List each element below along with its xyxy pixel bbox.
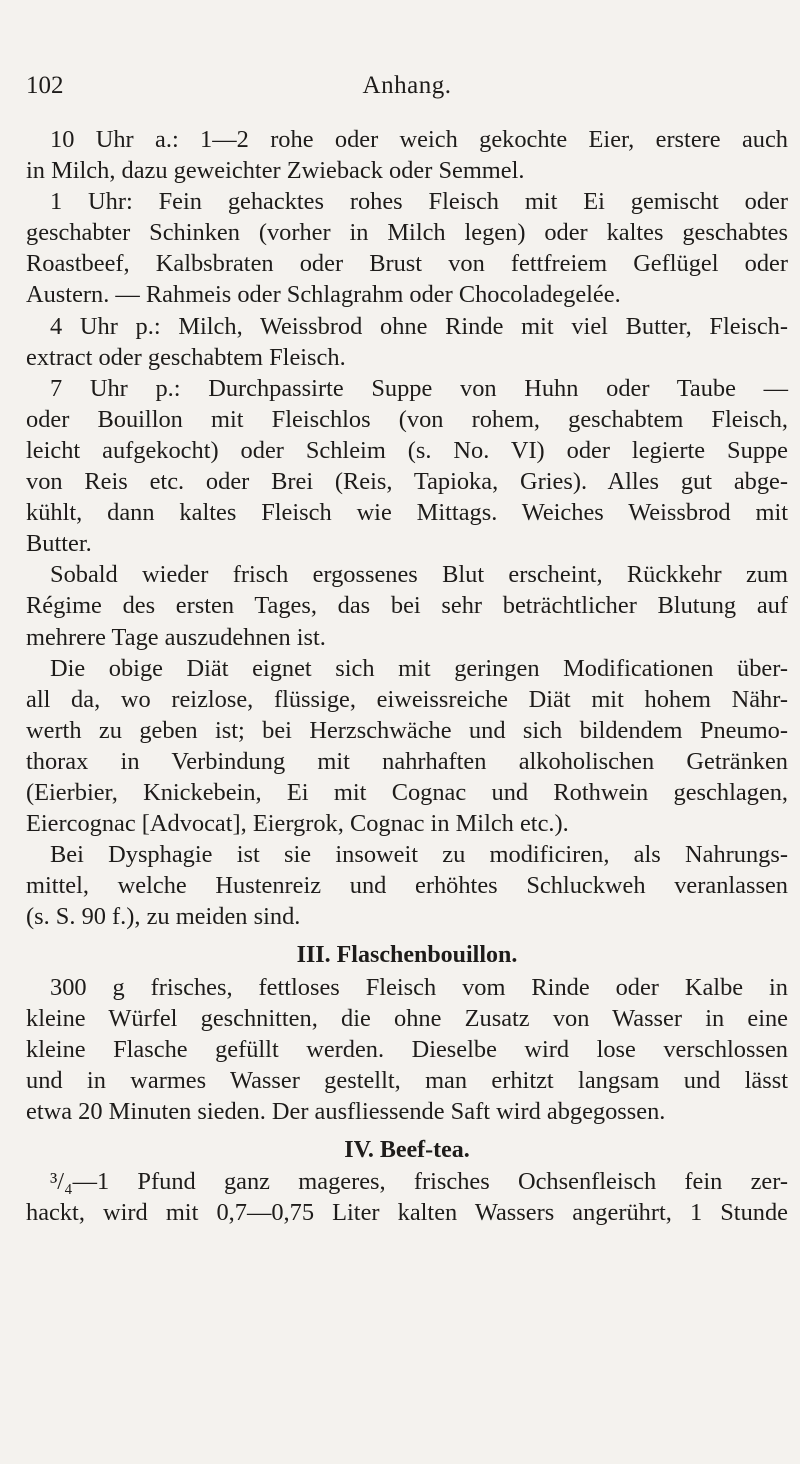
page-header bbox=[26, 72, 788, 106]
text-line: Butter. bbox=[26, 530, 92, 558]
text-line: kühlt, dann kaltes Fleisch wie Mittags. Weiches Weissbrod mit bbox=[26, 499, 788, 527]
text-line: von Reis etc. oder Brei (Reis, Tapioka, Gries). Alles gut abge- bbox=[26, 468, 788, 496]
text-line: hackt, wird mit 0,7—0,75 Liter kalten Wassers angerührt, 1 Stunde bbox=[26, 1199, 788, 1227]
text-line: etwa 20 Minuten sieden. Der ausfliessende Saft wird abgegossen. bbox=[26, 1097, 666, 1125]
text-line: 300 g frisches, fettloses Fleisch vom Rinde oder Kalbe in bbox=[50, 973, 788, 1001]
text-line: Sobald wieder frisch ergossenes Blut erscheint, Rückkehr zum bbox=[50, 561, 788, 589]
running-head: Anhang. bbox=[362, 72, 452, 99]
text-line: kleine Flasche gefüllt werden. Dieselbe wird lose verschlossen bbox=[26, 1035, 788, 1063]
text-line: 1 Uhr: Fein gehacktes rohes Fleisch mit Ei gemischt oder bbox=[50, 188, 788, 216]
text-line: ³/₄—1 Pfund ganz mageres, frisches Ochsenfleisch fein zer- bbox=[50, 1168, 788, 1196]
text-line: kleine Würfel geschnitten, die ohne Zusatz von Wasser in eine bbox=[26, 1004, 788, 1032]
text-line: mehrere Tage auszudehnen ist. bbox=[26, 623, 326, 651]
text-line: 4 Uhr p.: Milch, Weissbrod ohne Rinde mit viel Butter, Fleisch- bbox=[50, 312, 788, 340]
section-heading: IV. Beef-tea. bbox=[344, 1137, 470, 1163]
text-line: 7 Uhr p.: Durchpassirte Suppe von Huhn oder Taube — bbox=[50, 374, 788, 402]
text-line: all da, wo reizlose, flüssige, eiweissreiche Diät mit hohem Nähr- bbox=[26, 685, 788, 713]
text-line: Die obige Diät eignet sich mit geringen Modificationen über- bbox=[50, 654, 788, 682]
page-number: 102 bbox=[26, 72, 64, 99]
text-line: und in warmes Wasser gestellt, man erhitzt langsam und lässt bbox=[26, 1066, 788, 1094]
text-line: Roastbeef, Kalbsbraten oder Brust von fettfreiem Geflügel oder bbox=[26, 250, 788, 278]
text-line: werth zu geben ist; bei Herzschwäche und sich bildendem Pneumo- bbox=[26, 716, 788, 744]
text-line: 10 Uhr a.: 1—2 rohe oder weich gekochte Eier, erstere auch bbox=[50, 126, 788, 153]
text-line: mittel, welche Hustenreiz und erhöhtes Schluckweh veranlassen bbox=[26, 872, 788, 900]
text-line: in Milch, dazu geweichter Zwieback oder Semmel. bbox=[26, 157, 525, 185]
text-line: leicht aufgekocht) oder Schleim (s. No. VI) oder legierte Suppe bbox=[26, 436, 788, 464]
text-line: (s. S. 90 f.), zu meiden sind. bbox=[26, 903, 301, 931]
body-text bbox=[26, 124, 788, 1228]
text-line: Austern. — Rahmeis oder Schlagrahm oder Chocoladegelée. bbox=[26, 281, 621, 309]
section-heading: III. Flaschenbouillon. bbox=[296, 942, 518, 969]
text-line: Régime des ersten Tages, das bei sehr beträchtlicher Blutung auf bbox=[26, 592, 788, 620]
text-line: thorax in Verbindung mit nahrhaften alkoholischen Getränken bbox=[26, 747, 788, 775]
text-line: Bei Dysphagie ist sie insoweit zu modificiren, als Nahrungs- bbox=[50, 841, 788, 869]
text-line: oder Bouillon mit Fleischlos (von rohem, geschabtem Fleisch, bbox=[26, 405, 788, 433]
text-line: geschabter Schinken (vorher in Milch legen) oder kaltes geschabtes bbox=[26, 219, 788, 247]
text-line: Eiercognac [Advocat], Eiergrok, Cognac in Milch etc.). bbox=[26, 810, 569, 838]
text-line: extract oder geschabtem Fleisch. bbox=[26, 343, 346, 371]
text-line: (Eierbier, Knickebein, Ei mit Cognac und Rothwein geschlagen, bbox=[26, 778, 788, 806]
